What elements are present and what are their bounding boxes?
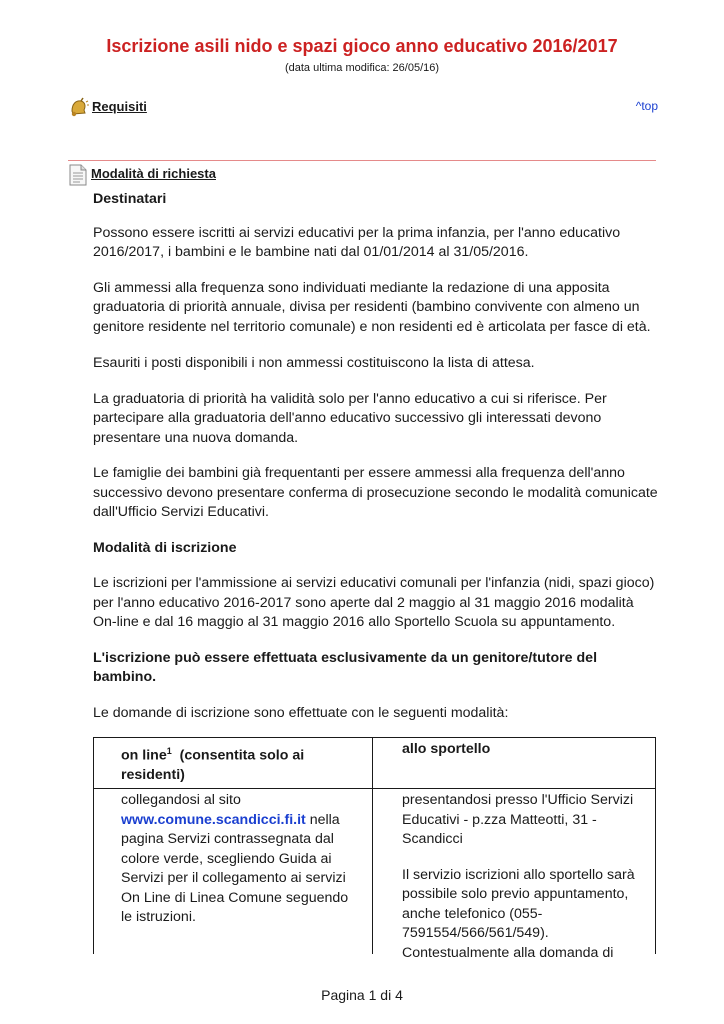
- paragraph-4: La graduatoria di priorità ha validità solo per l'anno educativo a cui si riferisce. Per partecipare alla graduatoria dell'anno educativo successivo gli interessati devono presentare una nuova domanda.: [93, 390, 607, 446]
- requisiti-link[interactable]: Requisiti: [92, 99, 147, 114]
- paragraph-5: Le famiglie dei bambini già frequentanti per essere ammessi alla frequenza dell'anno successivo devono presentare conferma di prosecuzione secondo le modalità comunicate dall'Ufficio Servizi Educativi.: [93, 465, 658, 520]
- requisiti-row: [68, 96, 658, 120]
- paragraph-2: Gli ammessi alla frequenza sono individuati mediante la redazione di una apposita graduatoria di priorità annuale, divisa per residenti (bambino convivente con almeno un genitore residente nel territorio comunale) e non residenti ed è articolata per fasce di età.: [93, 279, 651, 335]
- top-link[interactable]: ^top: [635, 99, 658, 113]
- modalita-table: [93, 737, 656, 961]
- table-header-online: [121, 742, 351, 786]
- main-content: [93, 190, 658, 723]
- modalita-link[interactable]: Modalità di richiesta: [91, 166, 216, 181]
- paragraph-1: Possono essere iscritti ai servizi educativi per la prima infanzia, per l'anno educativo 2016/2017, i bambini e le bambine nati dal 01/01/2014 al 31/05/2016.: [93, 224, 621, 260]
- footnote-marker: 1: [166, 746, 172, 756]
- sportello-text-2: Il servizio iscrizioni allo sportello sarà possibile solo previo appuntamento, anche telefonico (055-7591554/566/561/549). Contestualmente alla domanda di: [402, 866, 635, 961]
- modalita-heading: Modalità di iscrizione: [93, 539, 237, 556]
- section-divider: [68, 160, 656, 161]
- paragraph-8: Le domande di iscrizione sono effettuate con le seguenti modalità:: [93, 704, 509, 721]
- paragraph-7: L'iscrizione può essere effettuata esclusivamente da un genitore/tutore del bambino.: [93, 649, 598, 685]
- table-header-rule: [93, 788, 656, 789]
- table-border-left: [93, 738, 94, 954]
- sportello-text-1: presentandosi presso l'Ufficio Servizi Educativi - p.zza Matteotti, 31 - Scandicci: [402, 792, 634, 847]
- page-number: Pagina 1 di 4: [321, 987, 403, 1003]
- online-text-pre: collegandosi al sito: [121, 792, 241, 808]
- table-border-middle: [372, 738, 373, 954]
- table-cell-sportello: [402, 791, 650, 963]
- document-icon: [68, 164, 88, 186]
- destinatari-heading: Destinatari: [93, 191, 167, 207]
- comune-site-link[interactable]: www.comune.scandicci.fi.it: [121, 811, 306, 828]
- table-header-sportello: allo sportello: [402, 741, 491, 757]
- page-title: Iscrizione asili nido e spazi gioco anno educativo 2016/2017: [106, 36, 618, 56]
- table-cell-online: [121, 791, 359, 928]
- last-modified: (data ultima modifica: 26/05/16): [284, 62, 440, 74]
- online-note: (consentita solo ai residenti): [121, 747, 305, 784]
- paragraph-3: Esauriti i posti disponibili i non ammessi costituiscono la lista di attesa.: [93, 355, 535, 371]
- paragraph-6: Le iscrizioni per l'ammissione ai servizi educativi comunali per l'infanzia (nidi, spazi gioco) per l'anno educativo 2016-2017 sono aperte dal 2 maggio al 31 maggio 2016 modalità On-line e dal 16 maggio al 31 maggio 2016 allo Sportello Scuola su appuntamento.: [93, 575, 655, 630]
- table-border-right: [655, 738, 656, 954]
- modalita-row: [68, 164, 658, 188]
- bell-icon: [68, 96, 90, 118]
- online-text-post: nella pagina Servizi contrassegnata dal colore verde, scegliendo Guida ai Servizi per il collegamento ai servizi On Line di Linea Comune seguendo le istruzioni.: [121, 811, 349, 925]
- online-label: on line: [121, 747, 167, 764]
